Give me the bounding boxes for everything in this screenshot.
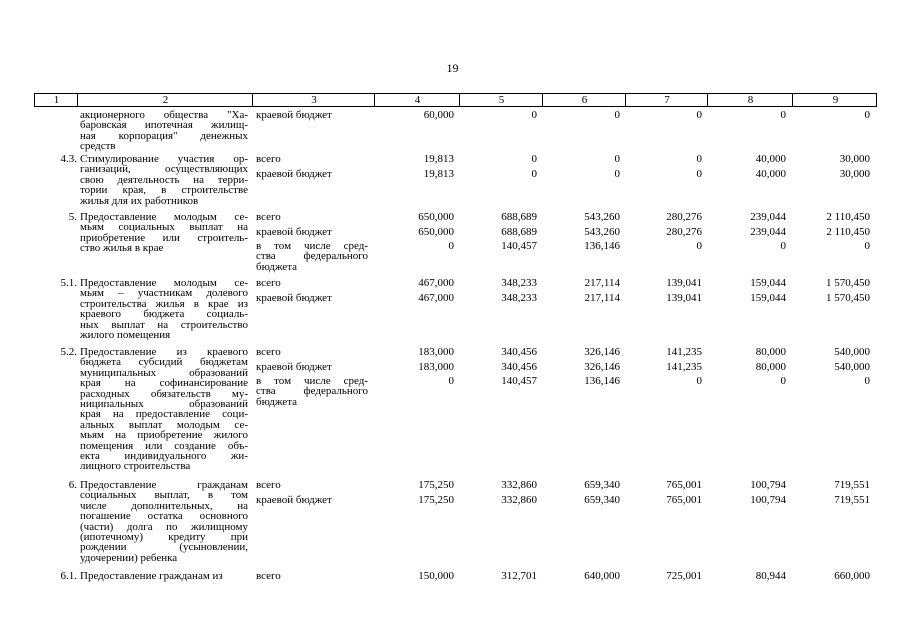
funding-source xyxy=(256,480,368,490)
row-name xyxy=(80,154,248,206)
funding-source-line: всего xyxy=(256,346,281,358)
value-cell: 650,000 xyxy=(418,226,454,238)
header-separator xyxy=(625,94,626,106)
funding-source-line: всего xyxy=(256,479,281,491)
value-cell: 0 xyxy=(780,375,786,387)
value-cell: 80,000 xyxy=(755,346,786,358)
row-name-line: ство жилья в крае xyxy=(80,242,164,255)
value-cell: 340,456 xyxy=(501,346,537,358)
row-name-line: края на софинансирование xyxy=(80,377,248,390)
row-name-line: жилья для их работников xyxy=(80,194,199,207)
value-cell: 19,813 xyxy=(423,153,454,165)
row-number: 5.1. xyxy=(60,277,77,289)
value-cell: 0 xyxy=(864,109,870,121)
value-cell: 0 xyxy=(531,109,537,121)
row-name-line: Предоставление гражданам из xyxy=(80,570,223,582)
value-cell: 30,000 xyxy=(839,168,870,180)
row-name-line: (части) долга по жилищному xyxy=(80,520,248,533)
value-cell: 0 xyxy=(696,109,702,121)
funding-source-line: краевой бюджет xyxy=(256,226,332,238)
value-cell: 175,250 xyxy=(418,494,454,506)
funding-source xyxy=(256,110,368,120)
value-cell: 332,860 xyxy=(501,494,537,506)
row-name-line: ных выплат на строительство xyxy=(80,318,248,331)
header-cell: 4 xyxy=(414,94,421,106)
row-name-line: ганизаций, осуществляющих xyxy=(80,163,248,176)
value-cell: 80,000 xyxy=(755,361,786,373)
row-name-line: края на предоставление соци- xyxy=(80,408,248,421)
row-number: 6. xyxy=(68,479,77,491)
header-separator xyxy=(459,94,460,106)
value-cell: 141,235 xyxy=(666,346,702,358)
value-cell: 280,276 xyxy=(666,226,702,238)
value-cell: 659,340 xyxy=(584,479,620,491)
value-cell: 719,551 xyxy=(834,494,870,506)
funding-source xyxy=(256,571,368,581)
funding-source-line: краевой бюджет xyxy=(256,109,332,121)
value-cell: 0 xyxy=(864,240,870,252)
value-cell: 332,860 xyxy=(501,479,537,491)
header-separator xyxy=(77,94,78,106)
row-name-line: жилого помещения xyxy=(80,328,171,341)
value-cell: 0 xyxy=(531,168,537,180)
funding-source xyxy=(256,362,368,372)
funding-source xyxy=(256,293,368,303)
row-number: 6.1. xyxy=(60,570,77,582)
funding-source-line: в том числе сред- xyxy=(256,240,368,252)
funding-source-line: бюджета xyxy=(256,395,298,408)
row-name-line: помещения или создание объ- xyxy=(80,439,248,452)
value-cell: 540,000 xyxy=(834,361,870,373)
header-separator xyxy=(542,94,543,106)
funding-source xyxy=(256,376,368,407)
funding-source-line: краевой бюджет xyxy=(256,494,332,506)
row-name xyxy=(80,480,248,563)
value-cell: 159,044 xyxy=(750,292,786,304)
funding-source xyxy=(256,495,368,505)
row-name-line: Предоставление молодым се- xyxy=(80,211,248,223)
value-cell: 100,794 xyxy=(750,479,786,491)
row-name-line: (ипотечному) кредиту при xyxy=(80,530,248,543)
value-cell: 0 xyxy=(696,153,702,165)
value-cell: 40,000 xyxy=(755,168,786,180)
table-header xyxy=(34,93,877,107)
value-cell: 0 xyxy=(614,153,620,165)
value-cell: 19,813 xyxy=(423,168,454,180)
value-cell: 348,233 xyxy=(501,277,537,289)
value-cell: 312,701 xyxy=(501,570,537,582)
row-number: 5. xyxy=(68,211,77,223)
funding-source-line: ства федерального xyxy=(256,250,368,263)
value-cell: 217,114 xyxy=(584,277,620,289)
row-name-line: мьям на приобретение жилого xyxy=(80,429,248,442)
value-cell: 0 xyxy=(696,375,702,387)
value-cell: 1 570,450 xyxy=(826,277,870,289)
row-number: 4.3. xyxy=(60,153,77,165)
funding-source-line: краевой бюджет xyxy=(256,361,332,373)
row-name-line: краевого бюджета социаль- xyxy=(80,308,248,321)
value-cell: 659,340 xyxy=(584,494,620,506)
funding-source-line: всего xyxy=(256,153,281,165)
value-cell: 0 xyxy=(780,109,786,121)
value-cell: 326,146 xyxy=(584,361,620,373)
row-name-line: средств xyxy=(80,140,116,153)
value-cell: 719,551 xyxy=(834,479,870,491)
row-name xyxy=(80,278,248,340)
header-cell: 2 xyxy=(162,94,169,106)
value-cell: 175,250 xyxy=(418,479,454,491)
row-name-line: Стимулирование участия ор- xyxy=(80,153,248,165)
value-cell: 0 xyxy=(614,109,620,121)
row-name-line: расходных обязательств му- xyxy=(80,387,248,400)
value-cell: 650,000 xyxy=(418,211,454,223)
value-cell: 467,000 xyxy=(418,277,454,289)
row-name-line: строительства жилья в крае из xyxy=(80,297,248,310)
funding-source-line: ства федерального xyxy=(256,385,368,398)
row-name-line: альных выплат молодым се- xyxy=(80,418,248,431)
funding-source xyxy=(256,347,368,357)
row-name-line: удочерении) ребенка xyxy=(80,551,178,564)
header-separator xyxy=(252,94,253,106)
row-name-line: Предоставление гражданам xyxy=(80,479,248,491)
value-cell: 0 xyxy=(696,240,702,252)
value-cell: 239,044 xyxy=(750,226,786,238)
value-cell: 340,456 xyxy=(501,361,537,373)
row-name-line: Предоставление молодым се- xyxy=(80,277,248,289)
funding-source-line: всего xyxy=(256,277,281,289)
header-cell: 6 xyxy=(581,94,588,106)
value-cell: 660,000 xyxy=(834,570,870,582)
value-cell: 217,114 xyxy=(584,292,620,304)
value-cell: 0 xyxy=(448,375,454,387)
header-cell: 7 xyxy=(664,94,670,106)
value-cell: 0 xyxy=(864,375,870,387)
row-name-line: социальных выплат, в том xyxy=(80,489,248,502)
value-cell: 348,233 xyxy=(501,292,537,304)
row-name-line: ная корпорация" денежных xyxy=(80,129,248,142)
value-cell: 60,000 xyxy=(423,109,454,121)
value-cell: 765,001 xyxy=(666,479,702,491)
row-name-line: мьям – участникам долевого xyxy=(80,287,248,300)
value-cell: 100,794 xyxy=(750,494,786,506)
funding-source xyxy=(256,169,368,179)
row-name xyxy=(80,347,248,472)
value-cell: 467,000 xyxy=(418,292,454,304)
value-cell: 540,000 xyxy=(834,346,870,358)
row-name-line: тории края, в строительстве xyxy=(80,184,248,197)
funding-source xyxy=(256,241,368,272)
funding-source xyxy=(256,278,368,288)
funding-source-line: всего xyxy=(256,211,281,223)
header-cell: 5 xyxy=(498,94,505,106)
value-cell: 0 xyxy=(696,168,702,180)
value-cell: 40,000 xyxy=(755,153,786,165)
value-cell: 765,001 xyxy=(666,494,702,506)
header-separator xyxy=(374,94,375,106)
row-name-line: муниципальных образований xyxy=(80,366,248,379)
funding-source-line: бюджета xyxy=(256,260,298,273)
value-cell: 280,276 xyxy=(666,211,702,223)
value-cell: 80,944 xyxy=(755,570,786,582)
funding-source-line: краевой бюджет xyxy=(256,292,332,304)
row-name-line: бюджета субсидий бюджетам xyxy=(80,356,248,369)
value-cell: 30,000 xyxy=(839,153,870,165)
value-cell: 136,146 xyxy=(584,375,620,387)
header-cell: 8 xyxy=(747,94,754,106)
row-name-line: погашение остатка основного xyxy=(80,510,248,523)
row-name-line: рождении (усыновлении, xyxy=(80,541,248,554)
row-number: 5.2. xyxy=(60,346,77,358)
header-cell: 3 xyxy=(311,94,317,106)
row-name xyxy=(80,212,248,254)
row-name-line: мьям социальных выплат на xyxy=(80,221,248,234)
value-cell: 159,044 xyxy=(750,277,786,289)
row-name-line: Предоставление из краевого xyxy=(80,346,248,358)
value-cell: 140,457 xyxy=(501,375,537,387)
value-cell: 0 xyxy=(780,240,786,252)
value-cell: 150,000 xyxy=(418,570,454,582)
row-name-line: числе дополнительных, на xyxy=(80,499,248,512)
row-name-line: ниципальных образований xyxy=(80,397,248,410)
value-cell: 725,001 xyxy=(666,570,702,582)
row-name xyxy=(80,571,248,581)
value-cell: 543,260 xyxy=(584,211,620,223)
value-cell: 141,235 xyxy=(666,361,702,373)
funding-source-line: краевой бюджет xyxy=(256,168,332,180)
value-cell: 136,146 xyxy=(584,240,620,252)
value-cell: 139,041 xyxy=(666,277,702,289)
row-name-line: лищного строительства xyxy=(80,460,191,473)
value-cell: 688,689 xyxy=(501,211,537,223)
value-cell: 1 570,450 xyxy=(826,292,870,304)
row-name-line: акционерного общества "Ха- xyxy=(80,109,248,121)
value-cell: 688,689 xyxy=(501,226,537,238)
funding-source xyxy=(256,154,368,164)
value-cell: 183,000 xyxy=(418,346,454,358)
row-name-line: приобретение или строитель- xyxy=(80,231,248,244)
row-name-line: свою деятельность на терри- xyxy=(80,173,248,186)
value-cell: 0 xyxy=(614,168,620,180)
funding-source xyxy=(256,212,368,222)
value-cell: 140,457 xyxy=(501,240,537,252)
row-name-line: екта индивидуального жи- xyxy=(80,449,248,462)
funding-source-line: всего xyxy=(256,570,281,582)
value-cell: 2 110,450 xyxy=(826,226,870,238)
value-cell: 2 110,450 xyxy=(826,211,870,223)
value-cell: 0 xyxy=(531,153,537,165)
header-cell: 1 xyxy=(53,94,60,106)
value-cell: 139,041 xyxy=(666,292,702,304)
page-number: 19 xyxy=(446,61,459,75)
header-separator xyxy=(792,94,793,106)
value-cell: 326,146 xyxy=(584,346,620,358)
value-cell: 543,260 xyxy=(584,226,620,238)
value-cell: 239,044 xyxy=(750,211,786,223)
row-name-line: баровская ипотечная жилищ- xyxy=(80,119,248,132)
value-cell: 0 xyxy=(448,240,454,252)
funding-source xyxy=(256,227,368,237)
value-cell: 640,000 xyxy=(584,570,620,582)
funding-source-line: в том числе сред- xyxy=(256,375,368,387)
header-cell: 9 xyxy=(832,94,839,106)
header-separator xyxy=(707,94,708,106)
value-cell: 183,000 xyxy=(418,361,454,373)
row-name xyxy=(80,110,248,152)
